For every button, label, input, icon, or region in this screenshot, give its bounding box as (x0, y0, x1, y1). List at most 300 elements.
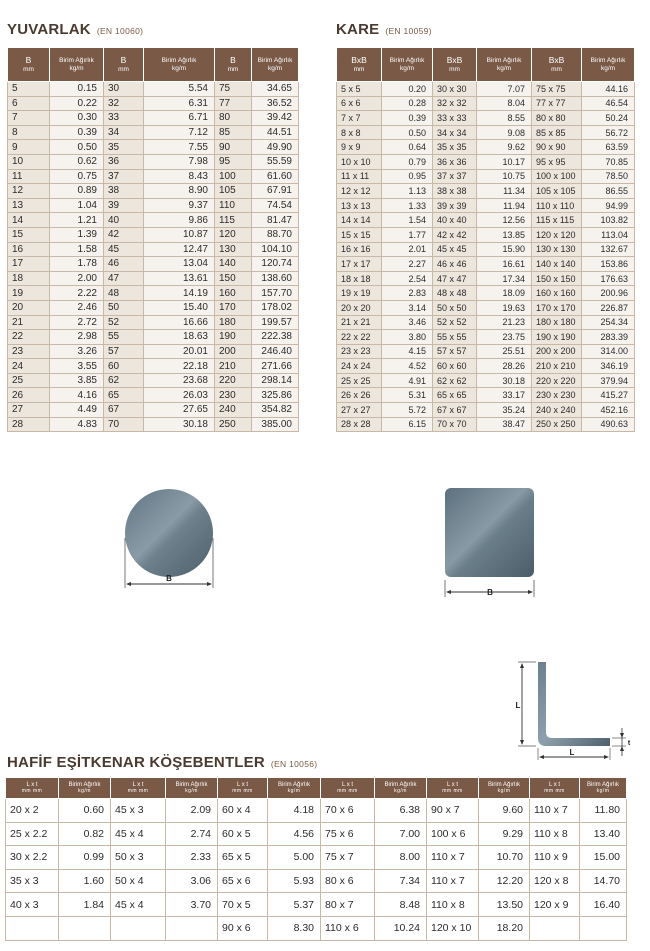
table-row (8, 242, 299, 257)
weight-cell: 4.52 (382, 359, 433, 374)
weight-cell: 6.15 (382, 417, 433, 432)
weight-cell: 0.82 (59, 822, 111, 846)
size-cell (6, 916, 59, 940)
square-bar-cross-section (445, 488, 534, 577)
weight-cell: 4.18 (268, 799, 321, 823)
weight-cell: 26.03 (144, 388, 215, 403)
column-header-label: L x t (446, 781, 459, 788)
table-row (337, 403, 635, 418)
weight-cell: 9.60 (479, 799, 530, 823)
column-header-label: Birim Ağırlık (161, 57, 197, 65)
weight-cell: 34.65 (252, 82, 299, 97)
weight-cell: 2.01 (382, 242, 433, 257)
size-cell: 180 (215, 315, 252, 330)
size-cell: 20 x 2 (6, 799, 59, 823)
size-cell: 50 x 3 (111, 846, 166, 870)
weight-cell: 15.00 (580, 846, 627, 870)
size-cell: 67 (104, 403, 144, 418)
weight-cell: 16.61 (477, 257, 532, 272)
column-header (580, 778, 627, 799)
weight-cell: 3.46 (382, 315, 433, 330)
weight-cell: 2.46 (50, 300, 104, 315)
weight-cell: 16.66 (144, 315, 215, 330)
size-cell: 14 x 14 (337, 213, 382, 228)
weight-cell: 2.33 (166, 846, 218, 870)
angle-diagram (510, 660, 635, 765)
column-header-unit: kg/m (78, 787, 91, 794)
size-cell: 37 (104, 169, 144, 184)
table-row (8, 111, 299, 126)
size-cell: 120 x 120 (532, 227, 582, 242)
weight-cell: 2.72 (50, 315, 104, 330)
weight-cell: 10.87 (144, 227, 215, 242)
weight-cell: 9.86 (144, 213, 215, 228)
size-cell: 19 (8, 286, 50, 301)
column-header-label: Birim Ağırlık (384, 781, 417, 788)
size-cell: 150 x 150 (532, 271, 582, 286)
weight-cell: 20.01 (144, 344, 215, 359)
size-cell: 37 x 37 (433, 169, 477, 184)
size-cell: 19 x 19 (337, 286, 382, 301)
size-cell: 130 (215, 242, 252, 257)
weight-cell (59, 916, 111, 940)
weight-cell: 14.19 (144, 286, 215, 301)
table-row (8, 417, 299, 432)
weight-cell: 0.30 (50, 111, 104, 126)
size-cell: 24 x 24 (337, 359, 382, 374)
size-cell: 240 x 240 (532, 403, 582, 418)
weight-cell: 132.67 (582, 242, 635, 257)
weight-cell: 178.02 (252, 300, 299, 315)
weight-cell: 14.70 (580, 869, 627, 893)
table-row (8, 213, 299, 228)
size-cell: 7 (8, 111, 50, 126)
table-row (8, 300, 299, 315)
size-cell: 10 x 10 (337, 154, 382, 169)
weight-cell: 9.29 (479, 822, 530, 846)
table-row (337, 82, 635, 97)
size-cell: 15 (8, 227, 50, 242)
weight-cell: 3.80 (382, 330, 433, 345)
round-bar-title-text: YUVARLAK (7, 21, 91, 38)
column-header-unit: kg/m (399, 64, 415, 72)
column-header-unit: kg/m (185, 787, 198, 794)
size-cell: 105 (215, 184, 252, 199)
weight-cell: 11.94 (477, 198, 532, 213)
size-cell: 27 (8, 403, 50, 418)
size-cell: 14 (8, 213, 50, 228)
column-header-unit: mm mm (21, 787, 43, 794)
size-cell: 50 (104, 300, 144, 315)
column-header-unit: mm mm (232, 787, 253, 794)
table-row (337, 286, 635, 301)
column-header (268, 778, 321, 799)
angle-cross-section (538, 662, 610, 746)
size-cell: 100 x 100 (532, 169, 582, 184)
weight-cell: 39.42 (252, 111, 299, 126)
size-cell: 9 x 9 (337, 140, 382, 155)
column-header (582, 48, 635, 82)
table-row (337, 154, 635, 169)
size-cell: 11 (8, 169, 50, 184)
angle-standard: (EN 10056) (270, 759, 318, 769)
weight-cell: 222.38 (252, 330, 299, 345)
table-row (337, 373, 635, 388)
weight-cell: 55.59 (252, 154, 299, 169)
weight-cell: 153.86 (582, 257, 635, 272)
weight-cell: 2.54 (382, 271, 433, 286)
weight-cell: 78.50 (582, 169, 635, 184)
table-row (6, 799, 627, 823)
weight-cell: 88.70 (252, 227, 299, 242)
weight-cell: 103.82 (582, 213, 635, 228)
column-header-label: BxB (548, 54, 565, 65)
weight-cell: 2.98 (50, 330, 104, 345)
size-cell: 70 x 6 (321, 799, 375, 823)
weight-cell: 12.47 (144, 242, 215, 257)
size-cell: 15 x 15 (337, 227, 382, 242)
size-cell: 26 (8, 388, 50, 403)
table-row (337, 242, 635, 257)
table-row (8, 373, 299, 388)
table-row (337, 344, 635, 359)
size-cell: 90 x 7 (427, 799, 479, 823)
weight-cell: 27.65 (144, 403, 215, 418)
angle-horizontal-dimension-label: L (569, 748, 575, 757)
weight-cell: 325.86 (252, 388, 299, 403)
table-row (8, 359, 299, 374)
size-cell: 50 x 50 (433, 300, 477, 315)
size-cell: 100 (215, 169, 252, 184)
weight-cell: 9.08 (477, 125, 532, 140)
weight-cell: 86.55 (582, 184, 635, 199)
column-header-unit: kg/m (287, 787, 301, 794)
square-bar-table-body (337, 82, 635, 432)
weight-cell: 2.00 (50, 271, 104, 286)
column-header (433, 48, 477, 82)
column-header (111, 778, 166, 799)
weight-cell: 104.10 (252, 242, 299, 257)
weight-cell: 18.63 (144, 330, 215, 345)
size-cell: 24 (8, 359, 50, 374)
size-cell: 140 x 140 (532, 257, 582, 272)
size-cell: 120 (215, 227, 252, 242)
size-cell: 85 (215, 125, 252, 140)
size-cell: 32 (104, 96, 144, 111)
angle-vertical-dimension-label: L (515, 701, 521, 710)
weight-cell: 385.00 (252, 417, 299, 432)
angle-table (5, 777, 627, 941)
table-row (6, 916, 627, 940)
size-cell: 35 (104, 140, 144, 155)
weight-cell: 346.19 (582, 359, 635, 374)
size-cell: 250 (215, 417, 252, 432)
weight-cell: 19.63 (477, 300, 532, 315)
size-cell: 45 x 45 (433, 242, 477, 257)
table-row (8, 227, 299, 242)
size-cell: 90 (215, 140, 252, 155)
size-cell: 17 (8, 257, 50, 272)
table-row (8, 271, 299, 286)
weight-cell: 74.54 (252, 198, 299, 213)
column-header-unit: kg/m (600, 64, 616, 72)
weight-cell: 0.79 (382, 154, 433, 169)
weight-cell: 298.14 (252, 373, 299, 388)
size-cell: 23 x 23 (337, 344, 382, 359)
weight-cell: 2.27 (382, 257, 433, 272)
weight-cell: 6.38 (375, 799, 427, 823)
weight-cell: 314.00 (582, 344, 635, 359)
angle-table-body (6, 799, 627, 941)
column-header (479, 778, 530, 799)
size-cell: 90 x 90 (532, 140, 582, 155)
size-cell: 48 (104, 286, 144, 301)
weight-cell: 226.87 (582, 300, 635, 315)
size-cell: 105 x 105 (532, 184, 582, 199)
weight-cell: 0.89 (50, 184, 104, 199)
size-cell: 240 (215, 403, 252, 418)
size-cell: 27 x 27 (337, 403, 382, 418)
table-row (8, 330, 299, 345)
weight-cell: 8.55 (477, 111, 532, 126)
weight-cell: 17.34 (477, 271, 532, 286)
size-cell: 77 (215, 96, 252, 111)
table-row (337, 271, 635, 286)
weight-cell: 18.09 (477, 286, 532, 301)
size-cell: 120 x 8 (530, 869, 580, 893)
weight-cell: 44.16 (582, 82, 635, 97)
weight-cell: 3.14 (382, 300, 433, 315)
weight-cell: 8.04 (477, 96, 532, 111)
column-header (252, 48, 299, 82)
table-row (337, 198, 635, 213)
size-cell: 80 x 6 (321, 869, 375, 893)
weight-cell: 67.91 (252, 184, 299, 199)
column-header-unit: mm (118, 65, 129, 73)
size-cell: 200 (215, 344, 252, 359)
size-cell: 57 x 57 (433, 344, 477, 359)
size-cell: 110 x 6 (321, 916, 375, 940)
weight-cell: 25.51 (477, 344, 532, 359)
weight-cell: 21.23 (477, 315, 532, 330)
column-header (477, 48, 532, 82)
column-header (337, 48, 382, 82)
weight-cell: 5.72 (382, 403, 433, 418)
size-cell: 25 x 2.2 (6, 822, 59, 846)
weight-cell: 3.70 (166, 893, 218, 917)
size-cell: 45 x 4 (111, 893, 166, 917)
weight-cell: 4.91 (382, 373, 433, 388)
weight-cell (580, 916, 627, 940)
column-header-label: L x t (132, 781, 144, 788)
column-header-label: Birim Ağırlık (586, 781, 619, 788)
size-cell: 52 (104, 315, 144, 330)
size-cell: 9 (8, 140, 50, 155)
size-cell: 250 x 250 (532, 417, 582, 432)
weight-cell: 36.52 (252, 96, 299, 111)
weight-cell: 30.18 (477, 373, 532, 388)
size-cell: 220 x 220 (532, 373, 582, 388)
weight-cell: 61.60 (252, 169, 299, 184)
size-cell: 20 x 20 (337, 300, 382, 315)
square-bar-dimension-label: B (487, 588, 493, 597)
column-header (532, 48, 582, 82)
weight-cell: 0.28 (382, 96, 433, 111)
table-row (6, 846, 627, 870)
table-row (337, 330, 635, 345)
size-cell: 18 (8, 271, 50, 286)
column-header-unit: kg/m (267, 64, 283, 72)
table-row (337, 257, 635, 272)
size-cell (530, 916, 580, 940)
column-header-label: Birim Ağırlık (487, 781, 520, 788)
size-cell: 115 x 115 (532, 213, 582, 228)
column-header-label: Birim Ağırlık (486, 57, 522, 65)
weight-cell: 49.90 (252, 140, 299, 155)
column-header-unit: mm mm (544, 787, 565, 794)
weight-cell: 5.54 (144, 82, 215, 97)
weight-cell: 7.98 (144, 154, 215, 169)
weight-cell: 0.99 (59, 846, 111, 870)
column-header-label: Birim Ağırlık (590, 57, 626, 65)
weight-cell: 354.82 (252, 403, 299, 418)
weight-cell: 50.24 (582, 111, 635, 126)
weight-cell: 199.57 (252, 315, 299, 330)
round-bar-table (7, 47, 299, 432)
weight-cell: 4.15 (382, 344, 433, 359)
weight-cell: 7.00 (375, 822, 427, 846)
table-row (8, 257, 299, 272)
size-cell: 35 x 35 (433, 140, 477, 155)
size-cell: 45 (104, 242, 144, 257)
size-cell: 25 (8, 373, 50, 388)
table-row (6, 893, 627, 917)
size-cell: 85 x 85 (532, 125, 582, 140)
size-cell: 110 x 7 (530, 799, 580, 823)
column-header (382, 48, 433, 82)
column-header (166, 778, 218, 799)
weight-cell: 44.51 (252, 125, 299, 140)
weight-cell: 0.75 (50, 169, 104, 184)
weight-cell: 0.50 (382, 125, 433, 140)
round-bar-cross-section (125, 489, 213, 577)
size-cell: 120 x 9 (530, 893, 580, 917)
weight-cell: 4.16 (50, 388, 104, 403)
weight-cell: 0.39 (50, 125, 104, 140)
square-bar-title-text: KARE (336, 21, 380, 38)
table-row (337, 140, 635, 155)
weight-cell: 8.90 (144, 184, 215, 199)
weight-cell: 7.34 (375, 869, 427, 893)
weight-cell: 8.30 (268, 916, 321, 940)
weight-cell: 56.72 (582, 125, 635, 140)
column-header (6, 778, 59, 799)
column-header (218, 778, 268, 799)
column-header-label: Birim Ağırlık (59, 57, 94, 65)
size-cell: 115 (215, 213, 252, 228)
size-cell: 55 x 55 (433, 330, 477, 345)
size-cell: 70 (104, 417, 144, 432)
weight-cell: 11.34 (477, 184, 532, 199)
weight-cell: 16.40 (580, 893, 627, 917)
table-row (337, 417, 635, 432)
size-cell: 25 x 25 (337, 373, 382, 388)
table-row (337, 96, 635, 111)
table-row (8, 315, 299, 330)
column-header-label: L x t (26, 781, 38, 788)
column-header-label: Birim Ağırlık (257, 57, 293, 65)
round-bar-table-header (8, 48, 299, 82)
column-header (530, 778, 580, 799)
size-cell: 75 x 7 (321, 846, 375, 870)
round-bar-table-body (8, 82, 299, 432)
column-header-unit: mm mm (127, 787, 149, 794)
column-header (144, 48, 215, 82)
size-cell: 12 x 12 (337, 184, 382, 199)
column-header (50, 48, 104, 82)
weight-cell: 138.60 (252, 271, 299, 286)
weight-cell: 23.75 (477, 330, 532, 345)
size-cell: 110 x 8 (530, 822, 580, 846)
weight-cell: 246.40 (252, 344, 299, 359)
weight-cell: 7.55 (144, 140, 215, 155)
size-cell: 75 x 6 (321, 822, 375, 846)
size-cell: 12 (8, 184, 50, 199)
weight-cell: 4.49 (50, 403, 104, 418)
size-cell: 62 (104, 373, 144, 388)
size-cell: 8 x 8 (337, 125, 382, 140)
column-header-label: Birim Ağırlık (389, 57, 425, 65)
weight-cell: 3.26 (50, 344, 104, 359)
size-cell: 8 (8, 125, 50, 140)
table-row (8, 169, 299, 184)
weight-cell: 490.63 (582, 417, 635, 432)
column-header (215, 48, 252, 82)
weight-cell: 7.07 (477, 82, 532, 97)
size-cell: 22 (8, 330, 50, 345)
column-header-label: Birim Ağırlık (277, 781, 310, 788)
weight-cell: 10.24 (375, 916, 427, 940)
size-cell: 30 x 2.2 (6, 846, 59, 870)
size-cell: 65 x 5 (218, 846, 268, 870)
size-cell: 77 x 77 (532, 96, 582, 111)
size-cell: 75 (215, 82, 252, 97)
column-header (59, 778, 111, 799)
size-cell: 70 x 70 (433, 417, 477, 432)
size-cell: 48 x 48 (433, 286, 477, 301)
size-cell: 26 x 26 (337, 388, 382, 403)
column-header (104, 48, 144, 82)
size-cell: 100 x 6 (427, 822, 479, 846)
size-cell: 200 x 200 (532, 344, 582, 359)
size-cell: 190 x 190 (532, 330, 582, 345)
weight-cell: 0.62 (50, 154, 104, 169)
weight-cell: 1.21 (50, 213, 104, 228)
column-header-label: L x t (341, 781, 354, 788)
size-cell: 65 (104, 388, 144, 403)
size-cell: 40 (104, 213, 144, 228)
weight-cell: 9.62 (477, 140, 532, 155)
weight-cell: 4.83 (50, 417, 104, 432)
size-cell: 57 (104, 344, 144, 359)
weight-cell: 8.43 (144, 169, 215, 184)
size-cell: 21 x 21 (337, 315, 382, 330)
size-cell: 16 x 16 (337, 242, 382, 257)
weight-cell: 0.95 (382, 169, 433, 184)
weight-cell: 1.60 (59, 869, 111, 893)
size-cell: 70 x 5 (218, 893, 268, 917)
size-cell: 75 x 75 (532, 82, 582, 97)
